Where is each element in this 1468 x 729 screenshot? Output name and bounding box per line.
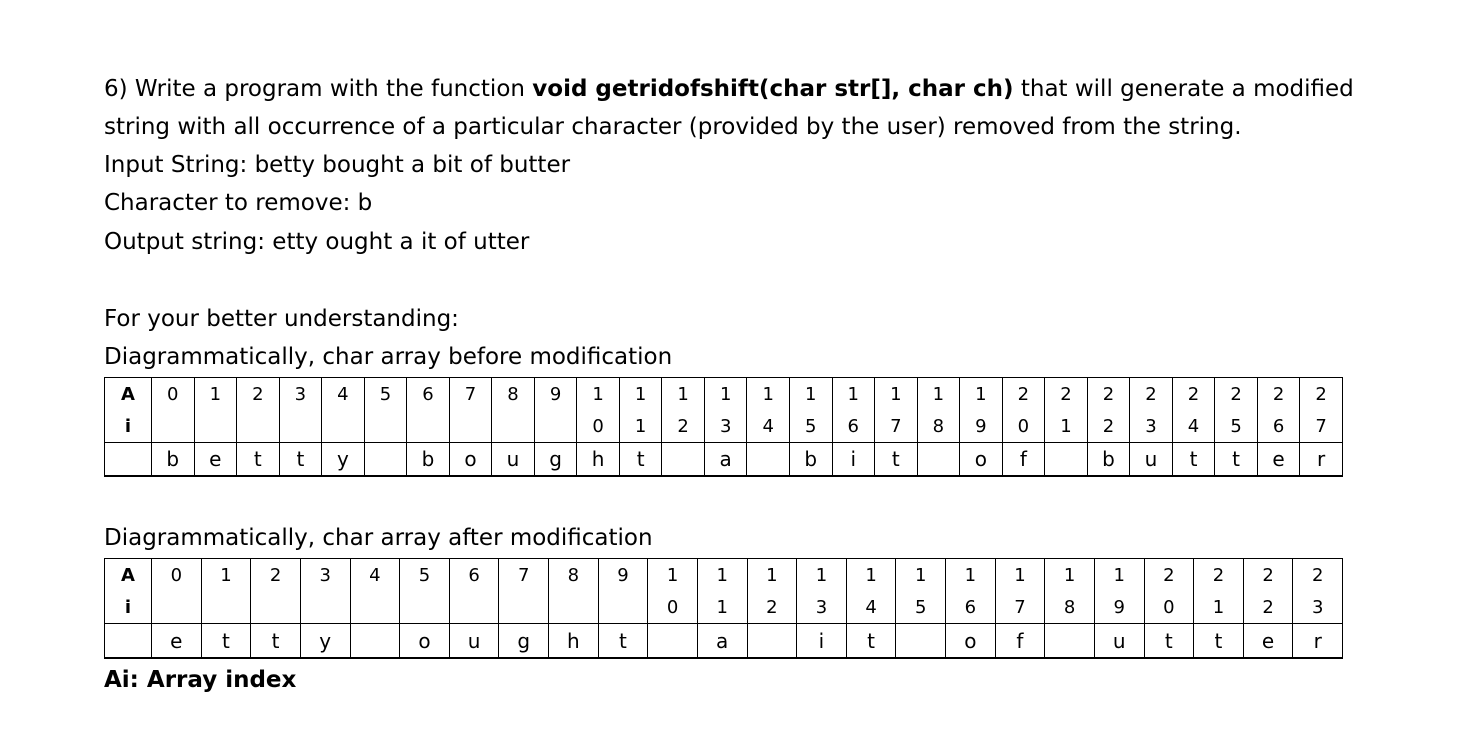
row-label-a: A — [105, 378, 152, 412]
index-bottom-cell: 2 — [662, 411, 705, 443]
char-cell: i — [797, 624, 847, 659]
index-top-cell: 0 — [152, 378, 195, 412]
index-top-cell: 1 — [577, 378, 620, 412]
after-heading: Diagrammatically, char array after modification — [104, 525, 653, 551]
char-cell: t — [1215, 443, 1258, 477]
char-cell: h — [577, 443, 620, 477]
char-cell — [747, 624, 797, 659]
understanding-line: For your better understanding: — [104, 306, 459, 332]
index-top-cell: 2 — [1144, 559, 1194, 593]
char-cell: f — [995, 624, 1045, 659]
char-cell: r — [1300, 443, 1343, 477]
footer-array-index: Ai: Array index — [104, 667, 297, 693]
index-top-cell: 1 — [697, 559, 747, 593]
char-cell — [1045, 443, 1088, 477]
index-bottom-cell: 5 — [789, 411, 832, 443]
array-before-table — [104, 377, 1343, 477]
index-top-cell: 2 — [1172, 378, 1215, 412]
index-bottom-cell: 6 — [946, 592, 996, 624]
index-top-cell: 2 — [1293, 559, 1343, 593]
row-label-i: i — [105, 411, 152, 443]
char-cell: e — [1257, 443, 1300, 477]
char-cell — [350, 624, 400, 659]
index-bottom-cell: 7 — [1300, 411, 1343, 443]
problem-line-2: string with all occurrence of a particular character (provided by the user) removed from the string. — [104, 114, 1242, 140]
index-bottom-cell — [322, 411, 365, 443]
index-top-cell: 6 — [449, 559, 499, 593]
char-cell: u — [492, 443, 535, 477]
index-bottom-cell: 0 — [1002, 411, 1045, 443]
char-cell — [1045, 624, 1095, 659]
index-bottom-cell — [251, 592, 301, 624]
index-top-cell: 5 — [364, 378, 407, 412]
char-cell — [747, 443, 790, 477]
char-cell: t — [619, 443, 662, 477]
index-top-cell: 1 — [747, 559, 797, 593]
index-top-cell: 6 — [407, 378, 450, 412]
index-top-cell: 8 — [549, 559, 599, 593]
index-bottom-cell — [492, 411, 535, 443]
char-cell: a — [697, 624, 747, 659]
row-label-a: A — [105, 559, 152, 593]
index-bottom-cell: 9 — [960, 411, 1003, 443]
char-cell — [648, 624, 698, 659]
index-top-cell: 2 — [1087, 378, 1130, 412]
index-top-cell: 2 — [1002, 378, 1045, 412]
index-bottom-cell: 8 — [1045, 592, 1095, 624]
index-top-cell: 1 — [875, 378, 918, 412]
index-top-cell: 1 — [846, 559, 896, 593]
index-bottom-cell: 3 — [1293, 592, 1343, 624]
index-bottom-cell: 2 — [1087, 411, 1130, 443]
char-row-label — [105, 443, 152, 477]
problem-line-1 — [104, 74, 1354, 104]
index-bottom-cell: 4 — [747, 411, 790, 443]
char-cell: h — [549, 624, 599, 659]
char-cell: o — [960, 443, 1003, 477]
char-cell: o — [449, 443, 492, 477]
index-top-cell: 1 — [789, 378, 832, 412]
index-top-cell: 2 — [1257, 378, 1300, 412]
index-bottom-cell: 4 — [1172, 411, 1215, 443]
index-row-top — [105, 559, 1343, 593]
index-top-cell: 1 — [619, 378, 662, 412]
index-row-bottom — [105, 592, 1343, 624]
index-top-cell: 1 — [194, 378, 237, 412]
index-bottom-cell: 9 — [1094, 592, 1144, 624]
char-cell: b — [1087, 443, 1130, 477]
char-row — [105, 443, 1343, 477]
char-cell: e — [1243, 624, 1293, 659]
index-top-cell: 8 — [492, 378, 535, 412]
char-cell: e — [152, 624, 202, 659]
index-bottom-cell — [152, 592, 202, 624]
index-top-cell: 1 — [704, 378, 747, 412]
index-top-cell: 7 — [449, 378, 492, 412]
index-top-cell: 1 — [1045, 559, 1095, 593]
function-signature: void getridofshift(char str[], char ch) — [532, 76, 1014, 102]
problem-prefix: 6) Write a program with the function — [104, 76, 533, 102]
index-bottom-cell: 0 — [1144, 592, 1194, 624]
problem-suffix: that will generate a modified — [1013, 76, 1354, 102]
char-cell: r — [1293, 624, 1343, 659]
char-cell: b — [789, 443, 832, 477]
index-top-cell: 2 — [251, 559, 301, 593]
index-bottom-cell — [279, 411, 322, 443]
char-cell: i — [832, 443, 875, 477]
index-bottom-cell — [449, 411, 492, 443]
char-cell: a — [704, 443, 747, 477]
index-bottom-cell: 1 — [1194, 592, 1244, 624]
char-cell: g — [534, 443, 577, 477]
index-top-cell: 2 — [1045, 378, 1088, 412]
char-cell: t — [598, 624, 648, 659]
index-top-cell: 1 — [648, 559, 698, 593]
index-bottom-cell: 4 — [846, 592, 896, 624]
index-bottom-cell: 3 — [1130, 411, 1173, 443]
index-bottom-cell — [152, 411, 195, 443]
char-cell: y — [300, 624, 350, 659]
index-bottom-cell: 1 — [1045, 411, 1088, 443]
index-bottom-cell: 7 — [875, 411, 918, 443]
index-top-cell: 3 — [279, 378, 322, 412]
char-cell — [896, 624, 946, 659]
index-bottom-cell: 5 — [1215, 411, 1258, 443]
char-cell — [917, 443, 960, 477]
index-bottom-cell — [598, 592, 648, 624]
char-cell: e — [194, 443, 237, 477]
index-bottom-cell: 6 — [832, 411, 875, 443]
char-cell: t — [237, 443, 280, 477]
index-bottom-cell — [201, 592, 251, 624]
char-row-label — [105, 624, 152, 659]
index-top-cell: 1 — [201, 559, 251, 593]
index-top-cell: 1 — [797, 559, 847, 593]
index-top-cell: 2 — [1300, 378, 1343, 412]
index-bottom-cell: 5 — [896, 592, 946, 624]
index-bottom-cell — [499, 592, 549, 624]
row-label-i: i — [105, 592, 152, 624]
index-top-cell: 1 — [747, 378, 790, 412]
index-bottom-cell: 2 — [1243, 592, 1293, 624]
index-bottom-cell — [194, 411, 237, 443]
char-cell: o — [400, 624, 450, 659]
index-top-cell: 2 — [1243, 559, 1293, 593]
before-heading: Diagrammatically, char array before modification — [104, 344, 673, 370]
char-cell: o — [946, 624, 996, 659]
index-bottom-cell: 3 — [704, 411, 747, 443]
char-cell: y — [322, 443, 365, 477]
index-top-cell: 2 — [1194, 559, 1244, 593]
char-cell: t — [279, 443, 322, 477]
index-top-cell: 2 — [237, 378, 280, 412]
input-string-line: Input String: betty bought a bit of butter — [104, 152, 571, 178]
char-cell: t — [846, 624, 896, 659]
char-cell — [364, 443, 407, 477]
index-bottom-cell — [237, 411, 280, 443]
index-bottom-cell — [400, 592, 450, 624]
char-cell: b — [152, 443, 195, 477]
char-cell: u — [1130, 443, 1173, 477]
index-row-bottom — [105, 411, 1343, 443]
char-cell: t — [251, 624, 301, 659]
char-cell: t — [201, 624, 251, 659]
char-row — [105, 624, 1343, 659]
index-row-top — [105, 378, 1343, 412]
char-cell: u — [449, 624, 499, 659]
index-bottom-cell — [449, 592, 499, 624]
index-bottom-cell — [300, 592, 350, 624]
index-bottom-cell: 7 — [995, 592, 1045, 624]
char-cell: t — [875, 443, 918, 477]
char-remove-line: Character to remove: b — [104, 190, 373, 216]
index-bottom-cell: 6 — [1257, 411, 1300, 443]
index-top-cell: 9 — [598, 559, 648, 593]
index-bottom-cell: 1 — [619, 411, 662, 443]
index-top-cell: 1 — [662, 378, 705, 412]
char-cell: f — [1002, 443, 1045, 477]
index-bottom-cell — [364, 411, 407, 443]
index-top-cell: 7 — [499, 559, 549, 593]
index-bottom-cell — [407, 411, 450, 443]
index-top-cell: 3 — [300, 559, 350, 593]
index-top-cell: 1 — [960, 378, 1003, 412]
char-cell: b — [407, 443, 450, 477]
index-top-cell: 4 — [322, 378, 365, 412]
char-cell: g — [499, 624, 549, 659]
char-cell — [662, 443, 705, 477]
output-string-line: Output string: etty ought a it of utter — [104, 229, 530, 255]
index-top-cell: 5 — [400, 559, 450, 593]
index-bottom-cell — [350, 592, 400, 624]
index-top-cell: 0 — [152, 559, 202, 593]
index-top-cell: 2 — [1130, 378, 1173, 412]
char-cell: t — [1144, 624, 1194, 659]
index-bottom-cell: 3 — [797, 592, 847, 624]
index-top-cell: 1 — [946, 559, 996, 593]
char-cell: u — [1094, 624, 1144, 659]
index-top-cell: 9 — [534, 378, 577, 412]
index-top-cell: 1 — [896, 559, 946, 593]
index-top-cell: 1 — [1094, 559, 1144, 593]
index-bottom-cell: 0 — [648, 592, 698, 624]
index-bottom-cell — [549, 592, 599, 624]
index-top-cell: 2 — [1215, 378, 1258, 412]
index-top-cell: 1 — [995, 559, 1045, 593]
index-bottom-cell: 1 — [697, 592, 747, 624]
index-top-cell: 4 — [350, 559, 400, 593]
char-cell: t — [1194, 624, 1244, 659]
index-bottom-cell — [534, 411, 577, 443]
index-bottom-cell: 2 — [747, 592, 797, 624]
index-top-cell: 1 — [917, 378, 960, 412]
char-cell: t — [1172, 443, 1215, 477]
index-bottom-cell: 8 — [917, 411, 960, 443]
array-after-table — [104, 558, 1343, 659]
index-top-cell: 1 — [832, 378, 875, 412]
index-bottom-cell: 0 — [577, 411, 620, 443]
